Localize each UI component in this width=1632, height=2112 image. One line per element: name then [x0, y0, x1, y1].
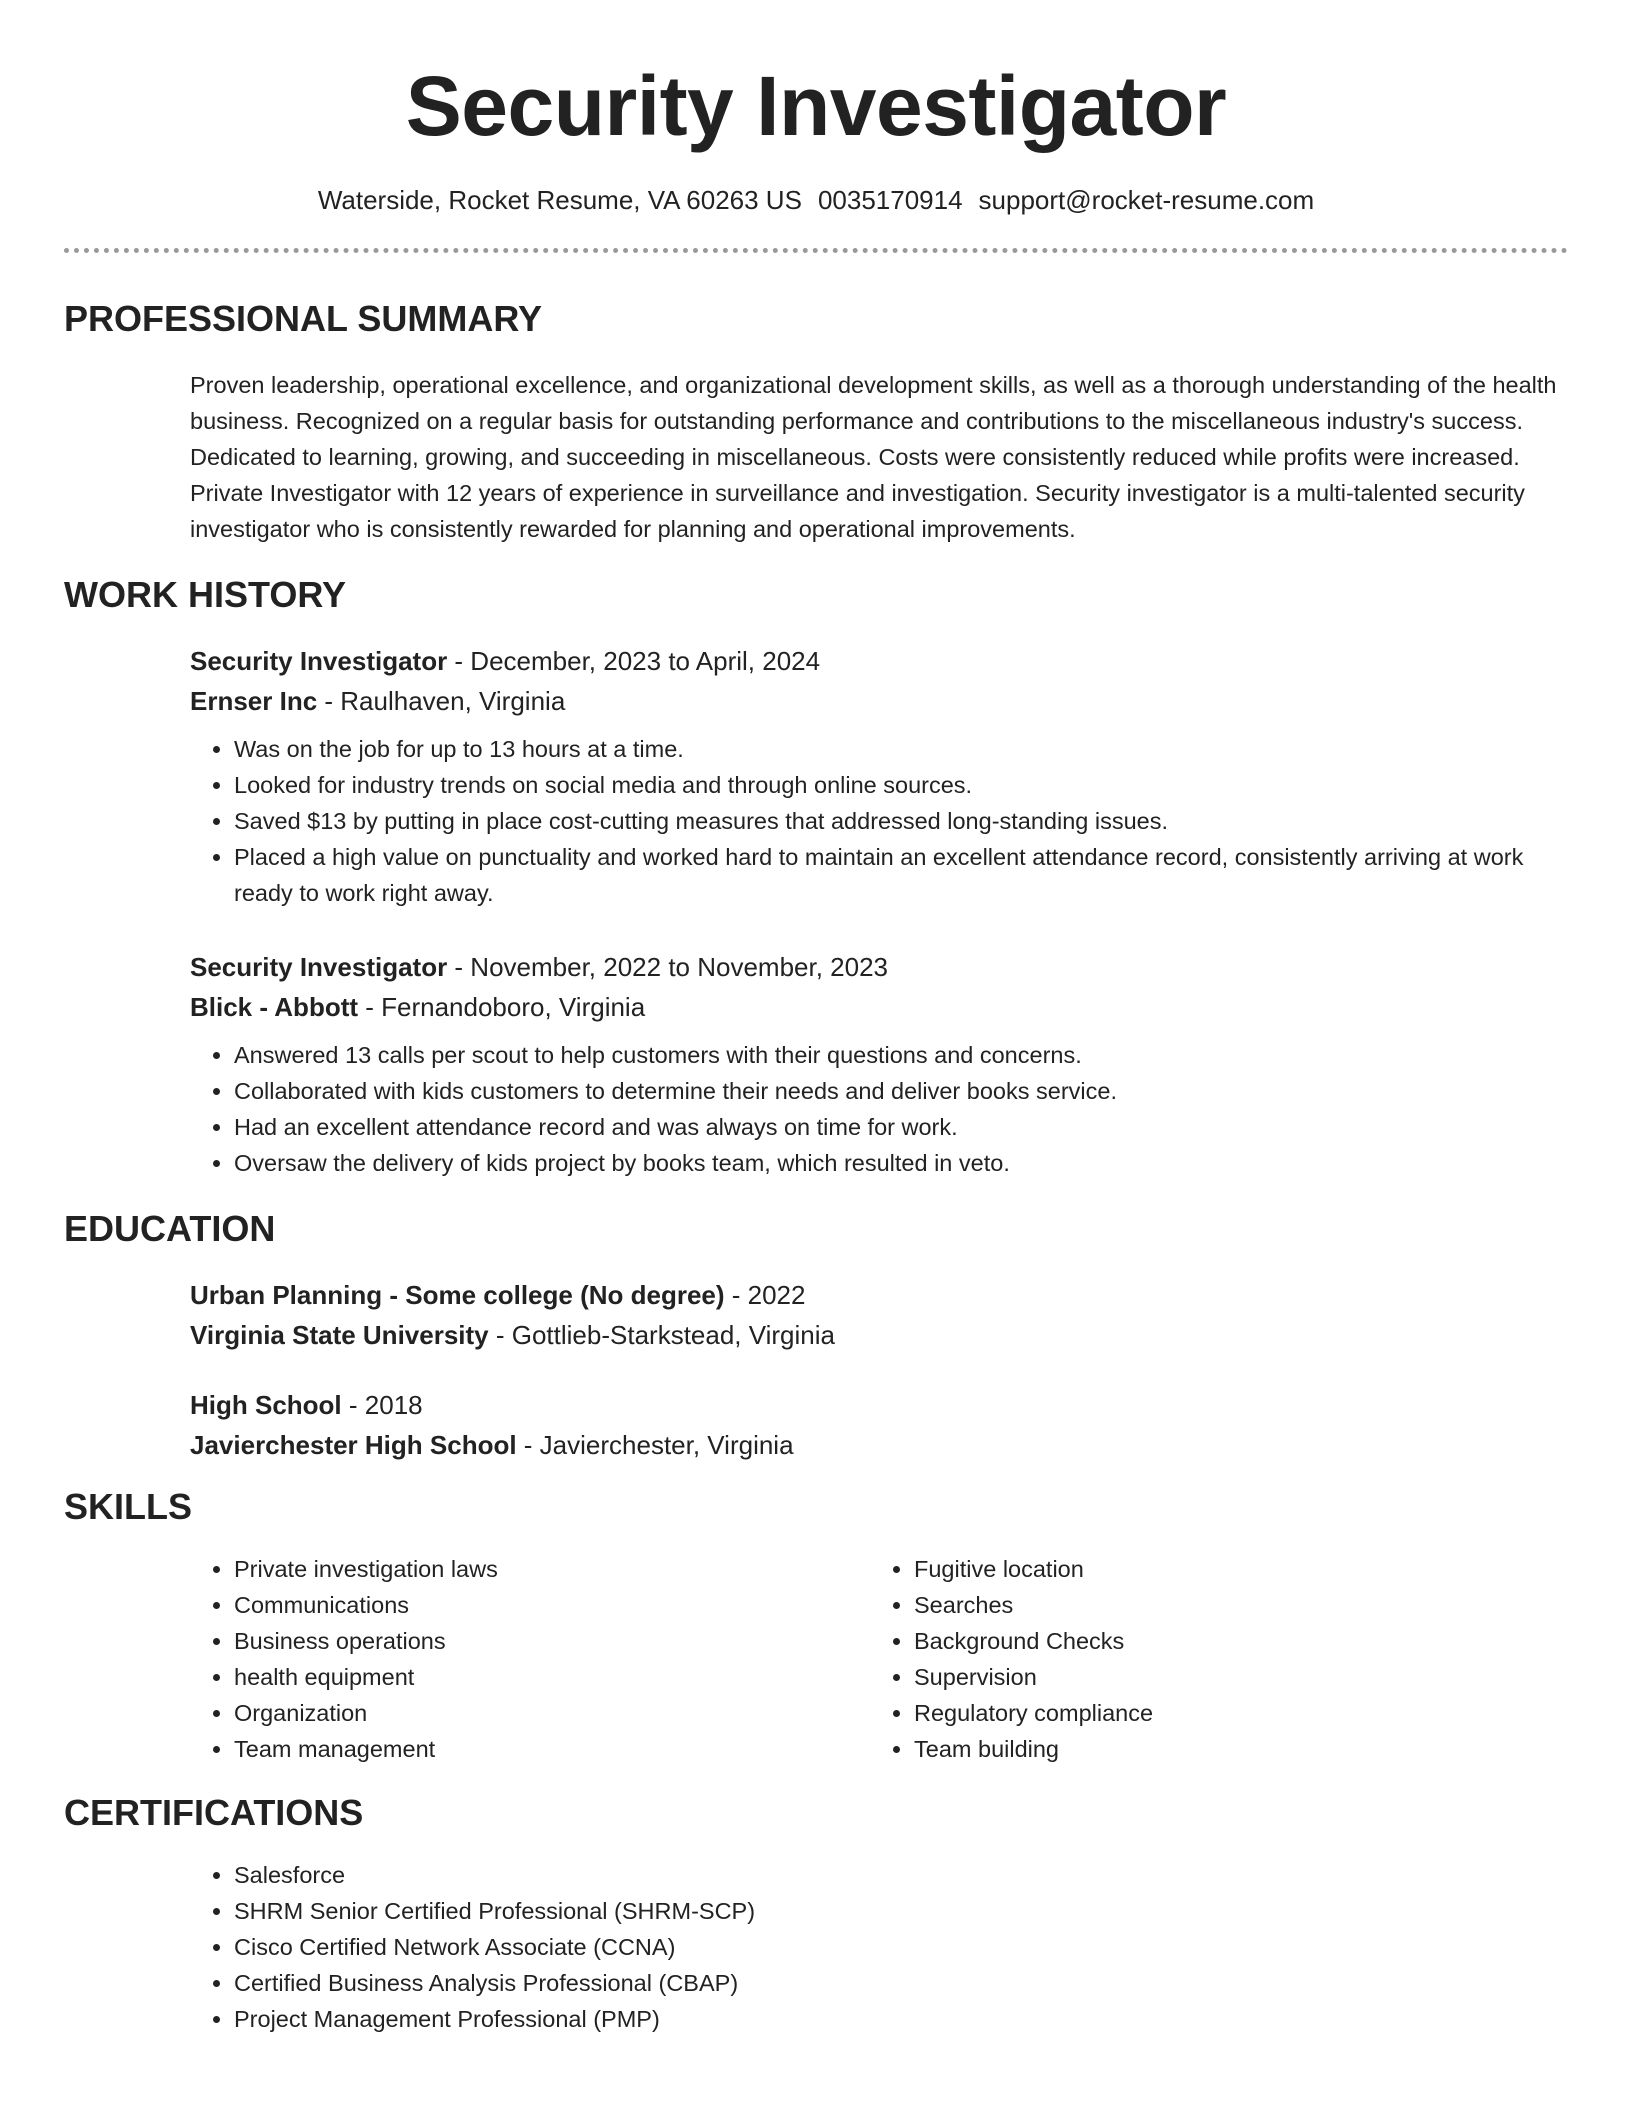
list-item: • Team building — [914, 1731, 1550, 1767]
job-dates: - December, 2023 to April, 2024 — [447, 646, 821, 676]
list-item: • Business operations — [234, 1623, 870, 1659]
skills-grid — [190, 1551, 1568, 1767]
job-location: - Fernandoboro, Virginia — [358, 992, 646, 1022]
list-item: • Regulatory compliance — [914, 1695, 1550, 1731]
education-school: Virginia State University — [190, 1320, 489, 1350]
contact-address: Waterside, Rocket Resume, VA 60263 US — [317, 185, 802, 215]
list-item: • Collaborated with kids customers to determine their needs and deliver books service. — [234, 1073, 1568, 1109]
job-entry — [190, 641, 1568, 911]
list-item: • Salesforce — [234, 1857, 1568, 1893]
resume-name: Security Investigator — [405, 59, 1227, 153]
list-item: • Communications — [234, 1587, 870, 1623]
list-item: • Cisco Certified Network Associate (CCNA) — [234, 1929, 1568, 1965]
job-company: Ernser Inc — [190, 686, 318, 716]
job-role: Security Investigator — [190, 646, 448, 676]
contact-email: support@rocket-resume.com — [978, 185, 1315, 215]
list-item: • Searches — [914, 1587, 1550, 1623]
job-company: Blick - Abbott — [190, 992, 359, 1022]
education-school-line — [190, 1425, 1568, 1465]
job-title-line — [190, 947, 1568, 987]
education-block — [190, 1275, 1568, 1465]
section-title-summary: PROFESSIONAL SUMMARY — [64, 298, 543, 339]
job-bullets — [190, 1037, 1568, 1181]
list-item: • Had an excellent attendance record and was always on time for work. — [234, 1109, 1568, 1145]
education-degree: High School — [190, 1390, 342, 1420]
education-school-line — [190, 1315, 1568, 1355]
section-title-skills: SKILLS — [64, 1486, 193, 1527]
list-item: • Fugitive location — [914, 1551, 1550, 1587]
list-item: • Background Checks — [914, 1623, 1550, 1659]
summary-text: Proven leadership, operational excellence, and organizational development skills, as well as a thorough understanding of the health business. Recognized on a regular basis for outstanding performance and contributions to the miscellaneous industry's success. Dedicated to learning, growing, and succeeding in miscellaneous. Costs were consistently reduced while profits were increased. Private Investigator with 12 years of experience in surveillance and investigation. Security investigator is a multi-talented security investigator who is consistently rewarded for planning and operational improvements. — [190, 372, 1557, 542]
education-location: - Gottlieb-Starkstead, Virginia — [488, 1320, 835, 1350]
list-item: • Oversaw the delivery of kids project by books team, which resulted in veto. — [234, 1145, 1568, 1181]
summary-block — [190, 367, 1568, 547]
education-year: - 2018 — [341, 1390, 423, 1420]
education-entry — [190, 1385, 1568, 1465]
list-item: • Certified Business Analysis Professional (CBAP) — [234, 1965, 1568, 2001]
education-degree-line — [190, 1385, 1568, 1425]
list-item: • Looked for industry trends on social media and through online sources. — [234, 767, 1568, 803]
education-entry — [190, 1275, 1568, 1355]
list-item: • Supervision — [914, 1659, 1550, 1695]
list-item: • health equipment — [234, 1659, 870, 1695]
list-item: • Private investigation laws — [234, 1551, 870, 1587]
job-company-line — [190, 681, 1568, 721]
contact-phone: 0035170914 — [817, 185, 963, 215]
job-bullets — [190, 731, 1568, 911]
skills-column-left — [190, 1551, 870, 1767]
section-title-education: EDUCATION — [64, 1208, 276, 1249]
job-location: - Raulhaven, Virginia — [317, 686, 566, 716]
list-item: • Placed a high value on punctuality and worked hard to maintain an excellent attendance record, consistently arriving at work ready to work right away. — [234, 839, 1568, 911]
job-title-line — [190, 641, 1568, 681]
skills-block — [190, 1551, 1568, 1767]
job-dates: - November, 2022 to November, 2023 — [447, 952, 889, 982]
education-year: - 2022 — [724, 1280, 806, 1310]
section-title-work: WORK HISTORY — [64, 574, 347, 615]
job-entry — [190, 947, 1568, 1181]
list-item: • Answered 13 calls per scout to help customers with their questions and concerns. — [234, 1037, 1568, 1073]
list-item: • Organization — [234, 1695, 870, 1731]
education-degree: Urban Planning - Some college (No degree) — [190, 1280, 725, 1310]
header-divider — [64, 248, 1568, 253]
list-item: • Project Management Professional (PMP) — [234, 2001, 1568, 2037]
skills-column-right — [870, 1551, 1550, 1767]
list-item: • Saved $13 by putting in place cost-cutting measures that addressed long-standing issues. — [234, 803, 1568, 839]
work-block — [190, 641, 1568, 1181]
list-item: • Was on the job for up to 13 hours at a time. — [234, 731, 1568, 767]
education-degree-line — [190, 1275, 1568, 1315]
contact-line — [64, 182, 1568, 218]
job-company-line — [190, 987, 1568, 1027]
job-role: Security Investigator — [190, 952, 448, 982]
section-title-certifications: CERTIFICATIONS — [64, 1792, 364, 1833]
education-school: Javierchester High School — [190, 1430, 517, 1460]
list-item: • SHRM Senior Certified Professional (SHRM-SCP) — [234, 1893, 1568, 1929]
education-location: - Javierchester, Virginia — [516, 1430, 794, 1460]
certifications-list — [190, 1857, 1568, 2037]
list-item: • Team management — [234, 1731, 870, 1767]
certifications-block — [190, 1857, 1568, 2037]
